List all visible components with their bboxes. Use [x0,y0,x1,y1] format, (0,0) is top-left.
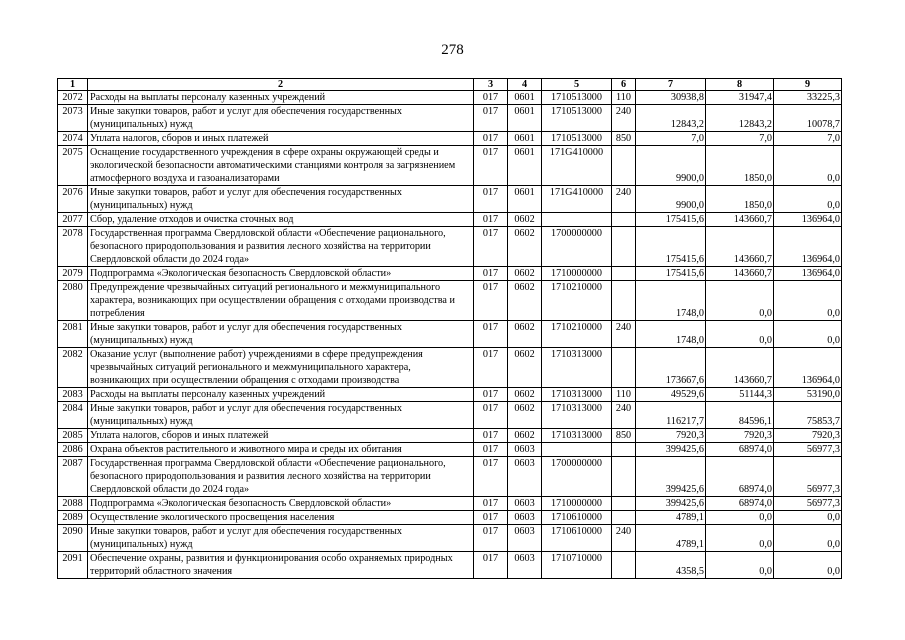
row-value-9: 136964,0 [774,348,842,388]
row-section-code: 0601 [508,146,542,186]
row-target-code: 171G410000 [542,146,612,186]
row-value-8: 143660,7 [706,348,774,388]
row-admin-code: 017 [474,91,508,105]
row-name: Расходы на выплаты персоналу казенных учреждений [88,91,474,105]
row-value-7: 30938,8 [636,91,706,105]
row-section-code: 0603 [508,525,542,552]
row-name: Уплата налогов, сборов и иных платежей [88,429,474,443]
row-value-7: 399425,6 [636,497,706,511]
row-target-code: 171G410000 [542,186,612,213]
row-value-7: 9900,0 [636,146,706,186]
row-section-code: 0602 [508,267,542,281]
table-row [58,321,842,348]
column-header: 8 [706,79,774,91]
row-value-9: 53190,0 [774,388,842,402]
row-admin-code: 017 [474,443,508,457]
page-number: 278 [441,42,464,58]
row-value-7: 12843,2 [636,105,706,132]
row-section-code: 0603 [508,511,542,525]
row-number: 2083 [58,388,88,402]
row-admin-code: 017 [474,146,508,186]
table-row [58,132,842,146]
row-value-8: 68974,0 [706,457,774,497]
row-value-8: 1850,0 [706,186,774,213]
row-target-code [542,443,612,457]
table-row [58,146,842,186]
row-section-code: 0602 [508,213,542,227]
row-name: Подпрограмма «Экологическая безопасность Свердловской области» [88,497,474,511]
row-name: Обеспечение охраны, развития и функционирования особо охраняемых природных территорий областного значения [88,552,474,579]
row-value-7: 9900,0 [636,186,706,213]
row-admin-code: 017 [474,213,508,227]
row-value-8: 31947,4 [706,91,774,105]
row-value-8: 68974,0 [706,443,774,457]
row-target-code [542,213,612,227]
row-value-9: 56977,3 [774,457,842,497]
column-header: 9 [774,79,842,91]
budget-table [57,78,842,579]
row-admin-code: 017 [474,511,508,525]
row-expense-type [612,281,636,321]
table-row [58,213,842,227]
row-value-7: 399425,6 [636,457,706,497]
table-row [58,457,842,497]
row-value-9: 136964,0 [774,213,842,227]
table-row [58,281,842,321]
table-row [58,227,842,267]
row-section-code: 0603 [508,443,542,457]
table-row [58,429,842,443]
row-value-9: 136964,0 [774,227,842,267]
row-section-code: 0603 [508,457,542,497]
row-section-code: 0602 [508,429,542,443]
row-section-code: 0602 [508,402,542,429]
row-admin-code: 017 [474,402,508,429]
row-value-8: 84596,1 [706,402,774,429]
row-number: 2085 [58,429,88,443]
row-expense-type: 240 [612,321,636,348]
row-admin-code: 017 [474,281,508,321]
row-admin-code: 017 [474,388,508,402]
row-value-9: 10078,7 [774,105,842,132]
table-row [58,105,842,132]
row-value-8: 1850,0 [706,146,774,186]
row-number: 2084 [58,402,88,429]
row-name: Оказание услуг (выполнение работ) учреждениями в сфере предупреждения чрезвычайных ситуаций регионального и межмуниципального характера, возникающих при осуществлении обращения с отходами производства [88,348,474,388]
row-value-9: 33225,3 [774,91,842,105]
row-name: Иные закупки товаров, работ и услуг для обеспечения государственных (муниципальных) нужд [88,402,474,429]
row-value-8: 0,0 [706,552,774,579]
row-number: 2081 [58,321,88,348]
row-value-8: 0,0 [706,321,774,348]
row-target-code: 1700000000 [542,457,612,497]
row-section-code: 0602 [508,348,542,388]
row-target-code: 1710210000 [542,281,612,321]
row-value-9: 0,0 [774,525,842,552]
row-number: 2086 [58,443,88,457]
table-row [58,402,842,429]
row-expense-type: 110 [612,91,636,105]
row-admin-code: 017 [474,186,508,213]
row-value-8: 7,0 [706,132,774,146]
row-expense-type: 240 [612,105,636,132]
row-expense-type [612,348,636,388]
row-section-code: 0601 [508,105,542,132]
row-target-code: 1710710000 [542,552,612,579]
row-target-code: 1710313000 [542,388,612,402]
row-value-7: 49529,6 [636,388,706,402]
row-name: Иные закупки товаров, работ и услуг для обеспечения государственных (муниципальных) нужд [88,105,474,132]
row-admin-code: 017 [474,429,508,443]
row-admin-code: 017 [474,227,508,267]
row-value-9: 0,0 [774,511,842,525]
row-admin-code: 017 [474,132,508,146]
row-name: Подпрограмма «Экологическая безопасность Свердловской области» [88,267,474,281]
row-name: Государственная программа Свердловской области «Обеспечение рационального, безопасного природопользования и развития лесного хозяйства на территории Свердловской области до 2024 года» [88,227,474,267]
table-row [58,388,842,402]
row-value-8: 0,0 [706,281,774,321]
row-number: 2082 [58,348,88,388]
row-admin-code: 017 [474,105,508,132]
row-admin-code: 017 [474,457,508,497]
row-value-9: 136964,0 [774,267,842,281]
row-number: 2080 [58,281,88,321]
row-expense-type [612,443,636,457]
row-value-7: 175415,6 [636,213,706,227]
row-value-7: 4358,5 [636,552,706,579]
row-value-8: 12843,2 [706,105,774,132]
row-admin-code: 017 [474,267,508,281]
row-section-code: 0602 [508,281,542,321]
row-admin-code: 017 [474,321,508,348]
row-expense-type [612,267,636,281]
row-target-code: 1710610000 [542,525,612,552]
column-header: 4 [508,79,542,91]
row-name: Иные закупки товаров, работ и услуг для обеспечения государственных (муниципальных) нужд [88,186,474,213]
row-number: 2073 [58,105,88,132]
row-value-7: 1748,0 [636,281,706,321]
row-expense-type [612,227,636,267]
table-header-row [58,79,842,91]
row-value-9: 0,0 [774,321,842,348]
row-section-code: 0601 [508,186,542,213]
row-value-7: 1748,0 [636,321,706,348]
column-header: 3 [474,79,508,91]
row-expense-type [612,457,636,497]
row-number: 2074 [58,132,88,146]
column-header: 1 [58,79,88,91]
row-name: Предупреждение чрезвычайных ситуаций регионального и межмуниципального характера, возникающих при осуществлении обращения с отходами производства и потребления [88,281,474,321]
row-number: 2072 [58,91,88,105]
column-header: 5 [542,79,612,91]
row-target-code: 1710000000 [542,497,612,511]
row-expense-type [612,497,636,511]
row-name: Расходы на выплаты персоналу казенных учреждений [88,388,474,402]
row-expense-type [612,552,636,579]
row-value-8: 143660,7 [706,213,774,227]
table-row [58,267,842,281]
row-target-code: 1710000000 [542,267,612,281]
row-target-code: 1710610000 [542,511,612,525]
row-number: 2089 [58,511,88,525]
row-target-code: 1710513000 [542,105,612,132]
row-value-7: 175415,6 [636,267,706,281]
row-value-7: 116217,7 [636,402,706,429]
row-number: 2075 [58,146,88,186]
row-target-code: 1710210000 [542,321,612,348]
row-value-9: 56977,3 [774,497,842,511]
row-number: 2079 [58,267,88,281]
row-section-code: 0601 [508,91,542,105]
row-value-9: 0,0 [774,281,842,321]
row-value-8: 143660,7 [706,267,774,281]
row-expense-type: 110 [612,388,636,402]
row-name: Уплата налогов, сборов и иных платежей [88,132,474,146]
row-target-code: 1710313000 [542,348,612,388]
row-target-code: 1710513000 [542,132,612,146]
table-row [58,525,842,552]
row-section-code: 0601 [508,132,542,146]
column-header: 6 [612,79,636,91]
row-name: Оснащение государственного учреждения в сфере охраны окружающей среды и экологической безопасности автоматическими станциями контроля за загрязнением атмосферного воздуха и газоанализаторами [88,146,474,186]
column-header: 2 [88,79,474,91]
row-expense-type: 240 [612,186,636,213]
row-target-code: 1710313000 [542,402,612,429]
row-value-8: 0,0 [706,511,774,525]
row-value-8: 0,0 [706,525,774,552]
row-value-8: 7920,3 [706,429,774,443]
row-section-code: 0602 [508,227,542,267]
row-admin-code: 017 [474,497,508,511]
row-name: Государственная программа Свердловской области «Обеспечение рационального, безопасного природопользования и развития лесного хозяйства на территории Свердловской области до 2024 года» [88,457,474,497]
row-number: 2078 [58,227,88,267]
table-row [58,348,842,388]
row-admin-code: 017 [474,552,508,579]
row-name: Осуществление экологического просвещения населения [88,511,474,525]
table-row [58,443,842,457]
row-value-7: 4789,1 [636,525,706,552]
row-name: Иные закупки товаров, работ и услуг для обеспечения государственных (муниципальных) нужд [88,321,474,348]
row-number: 2088 [58,497,88,511]
table-row [58,186,842,213]
row-number: 2087 [58,457,88,497]
row-number: 2077 [58,213,88,227]
row-expense-type: 850 [612,132,636,146]
row-value-9: 0,0 [774,552,842,579]
table-row [58,511,842,525]
row-number: 2076 [58,186,88,213]
row-name: Охрана объектов растительного и животного мира и среды их обитания [88,443,474,457]
row-section-code: 0603 [508,552,542,579]
row-value-8: 68974,0 [706,497,774,511]
row-section-code: 0602 [508,321,542,348]
table-row [58,552,842,579]
row-expense-type: 850 [612,429,636,443]
row-expense-type [612,146,636,186]
row-value-9: 7920,3 [774,429,842,443]
row-name: Иные закупки товаров, работ и услуг для обеспечения государственных (муниципальных) нужд [88,525,474,552]
row-expense-type: 240 [612,525,636,552]
row-target-code: 1700000000 [542,227,612,267]
row-number: 2091 [58,552,88,579]
row-number: 2090 [58,525,88,552]
table-row [58,91,842,105]
row-value-9: 0,0 [774,186,842,213]
table-row [58,497,842,511]
row-target-code: 1710513000 [542,91,612,105]
row-value-9: 0,0 [774,146,842,186]
row-value-8: 51144,3 [706,388,774,402]
row-value-7: 7920,3 [636,429,706,443]
row-value-8: 143660,7 [706,227,774,267]
row-section-code: 0602 [508,388,542,402]
row-value-7: 7,0 [636,132,706,146]
row-value-9: 7,0 [774,132,842,146]
row-value-9: 75853,7 [774,402,842,429]
row-section-code: 0603 [508,497,542,511]
column-header: 7 [636,79,706,91]
row-expense-type: 240 [612,402,636,429]
row-expense-type [612,213,636,227]
row-target-code: 1710313000 [542,429,612,443]
row-value-7: 173667,6 [636,348,706,388]
row-value-7: 175415,6 [636,227,706,267]
row-admin-code: 017 [474,348,508,388]
row-value-7: 399425,6 [636,443,706,457]
row-admin-code: 017 [474,525,508,552]
row-expense-type [612,511,636,525]
row-value-7: 4789,1 [636,511,706,525]
row-value-9: 56977,3 [774,443,842,457]
row-name: Сбор, удаление отходов и очистка сточных вод [88,213,474,227]
